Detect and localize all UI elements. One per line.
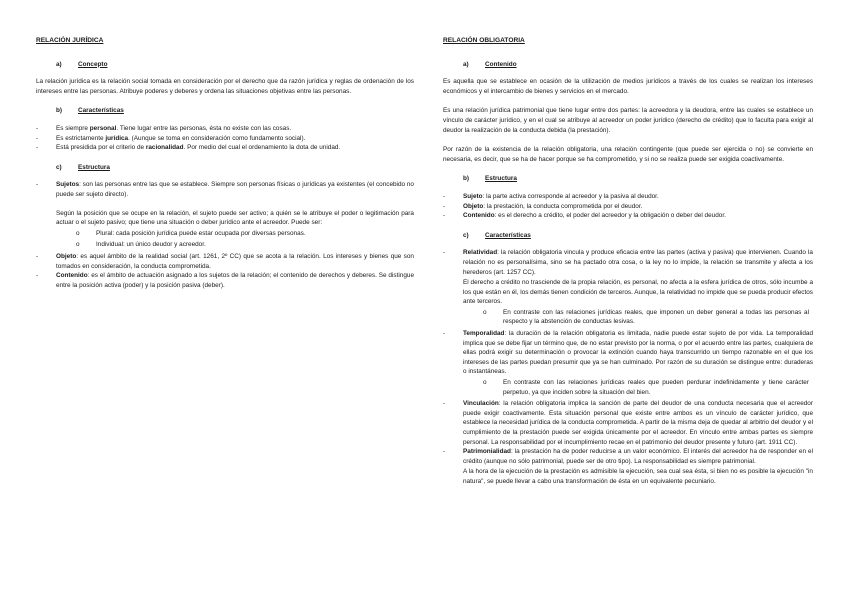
relatividad-detail: El derecho a crédito no trasciende de la propia relación, es personal, no afecta a la esfera jurídica de otros, sólo incumbe a los que están en él, los demás tienen condición de terceros. Aunque, la relatividad no impide que se pueda producir efectos ante terceros.	[463, 279, 813, 306]
contenido-paragraph-2: Es una relación jurídica patrimonial que tiene lugar entre dos partes: la acreedora y la deudora, entre las cuales se establece un vínculo de carácter jurídico, y en el cual se atribuye al acreedor un poder jurídico (derecho de crédito) que lo faculta para exigir al deudor la realización de la conducta debida (la prestación).	[443, 107, 813, 134]
section-letter: b)	[56, 107, 63, 115]
text: : es aquel ámbito de la realidad social (art. 1261, 2º CC) que se acota a la relación. Los intereses y bienes que son tomados en consideración, la conducta comprometida.	[56, 252, 414, 270]
list-item-contenido	[36, 271, 414, 290]
term: Contenido	[56, 272, 88, 280]
relacion-juridica-title: RELACIÓN JURÍDICA	[36, 37, 104, 44]
concepto-paragraph: La relación jurídica es la relación social tomada en consideración por el derecho que da razón jurídica y reglas de ordenación de los intereses entre las personas. Atribuye poderes y deberes y ordena las situaciones objetivas entre las personas.	[36, 78, 414, 95]
section-name: Estructura	[78, 163, 110, 171]
section-letter: c)	[463, 231, 469, 239]
text: : la relación obligatoria implica la sanción de parte del deudor de una conducta necesaria que el acreedor puede exigir coactivamente. Esta situación personal que existe entre ambos es un vínculo de carácter jurídico, que establece la necesidad jurídica de la conducta comprometida. A partir de la misma deja de quedar al arbitrio del deudor y el cumplimiento de la prestación puede ser exigida únicamente por el acreedor. En vínculo entre ambas partes es siempre personal. La responsabilidad por el incumplimiento recae en el patrimonio del deudor presente y futuro (art. 1911 CC).	[463, 400, 813, 446]
list-item-objeto	[36, 252, 414, 271]
text: : son las personas entre las que se establece. Siempre son personas físicas o jurídicas ya existentes (el concebido no puede ser sujeto directo).	[56, 181, 414, 198]
text: Es estrictamente	[56, 134, 106, 142]
section-name: Características	[78, 107, 124, 115]
term: Objeto	[56, 252, 77, 260]
list-item-vinculacion	[443, 399, 813, 447]
term: Vinculación	[463, 400, 499, 408]
patrimonialidad-detail: A la hora de la ejecución de la prestación es admisible la ejecución, sea cual sea ésta, si bien no es posible la ejecución "in natura", se puede llevar a cabo una transformación de ésta en un equivalente pecuniario.	[463, 468, 813, 485]
contenido-paragraph-3: Por razón de la existencia de la relación obligatoria, una relación contingente (que puede ser ejercida o no) se convierte en necesaria, es decir, que se ha de hacer porque se ha comprometido, y si no se realiza puede ser exigida coactivamente.	[443, 146, 813, 163]
text: : la parte activa corresponde al acreedor y la pasiva al deudor.	[482, 192, 659, 200]
list-item-patrimonialidad	[443, 447, 813, 486]
text: Está presidida por el criterio de	[56, 144, 146, 152]
section-name: Características	[485, 231, 531, 239]
text: : la prestación ha de poder reducirse a un valor económico. El interés del acreedor ha de responder en el crédito (aunque no sólo patrimonial, puede ser de otro tipo). La responsabilidad es siempre patrimonial.	[463, 448, 813, 465]
list-item-temporalidad	[443, 329, 813, 397]
term: jurídica	[105, 134, 129, 142]
section-letter: c)	[56, 163, 62, 171]
sub-item-individual: o Individual: un único deudor y acreedor.	[76, 240, 414, 250]
section-name: Contenido	[485, 60, 517, 68]
section-caracteristicas-heading	[463, 231, 813, 241]
text: : la prestación, la conducta comprometida por el deudor.	[483, 202, 643, 210]
term: Objeto	[463, 202, 484, 210]
text: : la duración de la relación obligatoria es limitada, nadie puede estar sujeto de por vida. La temporalidad implica que se debe fijar un término que, de no estar previsto por la norma, o por el acuerdo entre las partes, cualquiera de ellas podrá exigir su determinación o provocar la extinción cuando haya transcurrido un tiempo razonable en el que los intereses de las partes puedan presumir que ya se han culminado. Por razón de su duración se distingue entre: duraderas o instantáneas.	[463, 330, 813, 376]
term: personal	[89, 124, 117, 132]
caracteristicas-list	[443, 248, 813, 486]
section-estructura-heading	[56, 163, 414, 173]
sujetos-detail: Según la posición que se ocupe en la relación, el sujeto puede ser activo; a quién se le atribuye el poder o legitimación para actuar o el sujeto pasivo; que tiene una situación o deber jurídico ante el acreedor. Puede ser:	[56, 209, 414, 227]
section-concepto-heading	[56, 60, 414, 70]
term: Temporalidad	[463, 330, 505, 338]
term: Sujetos	[56, 181, 80, 189]
section-letter: b)	[463, 175, 470, 183]
list-item	[36, 143, 414, 153]
sub-item-plural: o Plural: cada posición jurídica puede estar ocupada por diversas personas.	[76, 229, 414, 239]
term: Contenido	[463, 212, 495, 220]
section-name: Estructura	[485, 175, 517, 183]
term: racionalidad	[145, 144, 184, 152]
list-item-sujetos	[36, 180, 414, 250]
caracteristicas-list	[36, 124, 414, 153]
temporalidad-contrast: o En contraste con las relaciones jurídicas reales que pueden perdurar indefinidamente y tiene carácter perpetuo, ya que inciden sobre la situación del bien.	[483, 378, 813, 397]
list-item	[36, 134, 414, 144]
section-letter: a)	[463, 60, 469, 68]
list-item	[36, 124, 414, 134]
contenido-paragraph-1: Es aquella que se establece en ocasión de la utilización de medios jurídicos a través de los cuales se realizan los intereses económicos y el intercambio de bienes y servicios en el mercado.	[443, 78, 813, 95]
list-item-relatividad	[443, 248, 813, 327]
term: Relatividad	[463, 249, 498, 257]
right-column	[443, 36, 813, 497]
left-column	[36, 36, 414, 300]
text: . (Aunque se toma en consideración como fundamento social).	[128, 134, 306, 142]
estructura-list	[36, 180, 414, 290]
section-contenido-heading	[463, 60, 813, 70]
list-item-objeto	[443, 202, 813, 212]
relacion-obligatoria-title: RELACIÓN OBLIGATORIA	[443, 37, 525, 44]
section-estructura-heading	[463, 174, 813, 184]
text: . Por medio del cual el ordenamiento la dota de unidad.	[183, 144, 341, 152]
term: Patrimonialidad	[463, 448, 511, 456]
term: Sujeto	[463, 192, 483, 200]
text: : es el derecho a crédito, el poder del acreedor y la obligación o deber del deudor.	[494, 212, 726, 220]
section-name: Concepto	[78, 60, 108, 68]
text: : es el ámbito de actuación asignado a los sujetos de la relación; el contenido de derechos y deberes. Se distingue entre la posición activa (poder) y la posición pasiva (deber).	[56, 272, 414, 289]
text: . Tiene lugar entre las personas, ésta no existe con las cosas.	[116, 124, 292, 132]
text: Es siempre	[56, 124, 90, 132]
estructura-list	[443, 192, 813, 221]
list-item-sujeto	[443, 192, 813, 202]
relatividad-contrast: o En contraste con las relaciones jurídicas reales, que imponen un deber general a todas las personas al respecto y la abstención de conductas lesivas.	[483, 308, 813, 327]
list-item-contenido	[443, 211, 813, 221]
section-letter: a)	[56, 60, 62, 68]
text: : la relación obligatoria vincula y produce eficacia entre las partes (activa y pasiva) que intervienen. Cuando la relación no es personalísima, sino se ha pactado otra cosa, o la ley no lo impide, la relación se transmite y afecta a los herederos (art. 1257 CC).	[463, 249, 813, 276]
section-caracteristicas-heading	[56, 106, 414, 116]
